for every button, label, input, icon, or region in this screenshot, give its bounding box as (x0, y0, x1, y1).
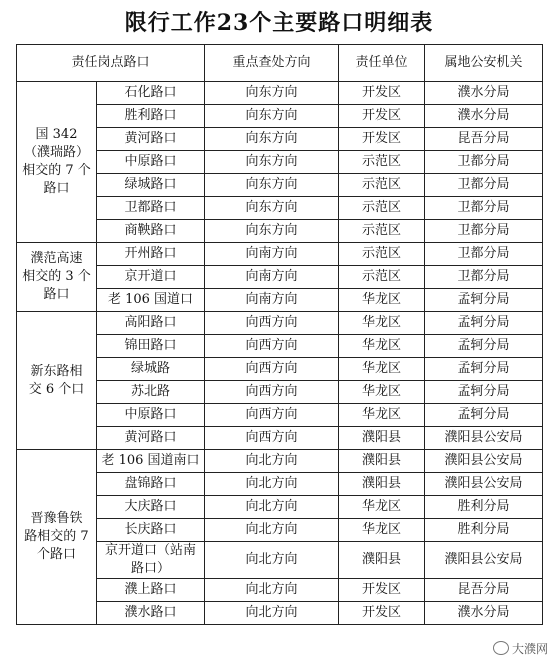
unit-cell: 华龙区 (339, 312, 425, 335)
unit-cell: 濮阳县 (339, 542, 425, 579)
watermark-text: 大濮网 (511, 642, 548, 656)
watermark-logo-icon (493, 641, 509, 655)
intersection-cell: 濮上路口 (97, 579, 205, 602)
unit-cell: 开发区 (339, 105, 425, 128)
table-row (17, 312, 543, 335)
watermark (493, 640, 548, 657)
unit-cell: 华龙区 (339, 519, 425, 542)
unit-cell: 示范区 (339, 266, 425, 289)
unit-cell: 开发区 (339, 602, 425, 625)
intersection-table (16, 44, 543, 625)
police-cell: 卫都分局 (425, 151, 543, 174)
direction-cell: 向西方向 (205, 335, 339, 358)
unit-cell: 华龙区 (339, 496, 425, 519)
direction-cell: 向北方向 (205, 519, 339, 542)
unit-cell: 华龙区 (339, 335, 425, 358)
police-cell: 濮阳县公安局 (425, 542, 543, 579)
unit-cell: 濮阳县 (339, 427, 425, 450)
direction-cell: 向东方向 (205, 197, 339, 220)
police-cell: 濮水分局 (425, 82, 543, 105)
unit-cell: 示范区 (339, 151, 425, 174)
police-cell: 昆吾分局 (425, 579, 543, 602)
intersection-cell: 锦田路口 (97, 335, 205, 358)
group-label: 新东路相 交 6 个口 (17, 312, 97, 450)
intersection-cell: 老 106 国道口 (97, 289, 205, 312)
police-cell: 卫都分局 (425, 220, 543, 243)
intersection-cell: 黄河路口 (97, 427, 205, 450)
page-title: 限行工作23个主要路口明细表 (124, 10, 434, 36)
intersection-cell: 高阳路口 (97, 312, 205, 335)
police-cell: 卫都分局 (425, 266, 543, 289)
police-cell: 濮水分局 (425, 105, 543, 128)
direction-cell: 向西方向 (205, 358, 339, 381)
direction-cell: 向东方向 (205, 174, 339, 197)
police-cell: 濮水分局 (425, 602, 543, 625)
direction-cell: 向北方向 (205, 450, 339, 473)
intersection-cell: 黄河路口 (97, 128, 205, 151)
unit-cell: 濮阳县 (339, 473, 425, 496)
unit-cell: 开发区 (339, 82, 425, 105)
police-cell: 濮阳县公安局 (425, 450, 543, 473)
group-label: 濮范高速 相交的 3 个 路口 (17, 243, 97, 312)
police-cell: 胜利分局 (425, 519, 543, 542)
police-cell: 孟轲分局 (425, 289, 543, 312)
direction-cell: 向西方向 (205, 427, 339, 450)
direction-cell: 向西方向 (205, 404, 339, 427)
intersection-cell: 京开道口（站南 路口） (97, 542, 205, 579)
intersection-cell: 大庆路口 (97, 496, 205, 519)
direction-cell: 向北方向 (205, 473, 339, 496)
intersection-cell: 开州路口 (97, 243, 205, 266)
direction-cell: 向西方向 (205, 381, 339, 404)
police-cell: 卫都分局 (425, 243, 543, 266)
unit-cell: 华龙区 (339, 289, 425, 312)
header-intersection: 责任岗点路口 (17, 45, 205, 82)
unit-cell: 示范区 (339, 174, 425, 197)
police-cell: 昆吾分局 (425, 128, 543, 151)
police-cell: 濮阳县公安局 (425, 473, 543, 496)
intersection-cell: 长庆路口 (97, 519, 205, 542)
direction-cell: 向东方向 (205, 128, 339, 151)
intersection-cell: 卫都路口 (97, 197, 205, 220)
unit-cell: 开发区 (339, 128, 425, 151)
police-cell: 胜利分局 (425, 496, 543, 519)
intersection-cell: 盘锦路口 (97, 473, 205, 496)
unit-cell: 开发区 (339, 579, 425, 602)
unit-cell: 示范区 (339, 243, 425, 266)
direction-cell: 向北方向 (205, 496, 339, 519)
intersection-cell: 石化路口 (97, 82, 205, 105)
unit-cell: 示范区 (339, 197, 425, 220)
direction-cell: 向北方向 (205, 602, 339, 625)
police-cell: 卫都分局 (425, 174, 543, 197)
direction-cell: 向南方向 (205, 266, 339, 289)
police-cell: 濮阳县公安局 (425, 427, 543, 450)
unit-cell: 华龙区 (339, 404, 425, 427)
police-cell: 孟轲分局 (425, 335, 543, 358)
unit-cell: 示范区 (339, 220, 425, 243)
table-row (17, 82, 543, 105)
intersection-cell: 中原路口 (97, 404, 205, 427)
police-cell: 孟轲分局 (425, 404, 543, 427)
intersection-cell: 苏北路 (97, 381, 205, 404)
intersection-cell: 胜利路口 (97, 105, 205, 128)
header-police: 属地公安机关 (425, 45, 543, 82)
police-cell: 孟轲分局 (425, 381, 543, 404)
direction-cell: 向南方向 (205, 289, 339, 312)
intersection-cell: 绿城路口 (97, 174, 205, 197)
group-label: 晋豫鲁铁 路相交的 7 个路口 (17, 450, 97, 625)
direction-cell: 向东方向 (205, 82, 339, 105)
header-direction: 重点查处方向 (205, 45, 339, 82)
table-header-row (17, 45, 543, 82)
police-cell: 孟轲分局 (425, 358, 543, 381)
police-cell: 卫都分局 (425, 197, 543, 220)
police-cell: 孟轲分局 (425, 312, 543, 335)
intersection-cell: 濮水路口 (97, 602, 205, 625)
direction-cell: 向北方向 (205, 542, 339, 579)
intersection-cell: 商鞅路口 (97, 220, 205, 243)
direction-cell: 向东方向 (205, 105, 339, 128)
unit-cell: 华龙区 (339, 358, 425, 381)
intersection-cell: 老 106 国道南口 (97, 450, 205, 473)
direction-cell: 向南方向 (205, 243, 339, 266)
direction-cell: 向西方向 (205, 312, 339, 335)
intersection-cell: 绿城路 (97, 358, 205, 381)
direction-cell: 向东方向 (205, 220, 339, 243)
intersection-cell: 中原路口 (97, 151, 205, 174)
unit-cell: 濮阳县 (339, 450, 425, 473)
direction-cell: 向东方向 (205, 151, 339, 174)
header-unit: 责任单位 (339, 45, 425, 82)
direction-cell: 向北方向 (205, 579, 339, 602)
table-row (17, 243, 543, 266)
table-row (17, 450, 543, 473)
group-label: 国 342 （濮瑞路） 相交的 7 个 路口 (17, 82, 97, 243)
intersection-cell: 京开道口 (97, 266, 205, 289)
unit-cell: 华龙区 (339, 381, 425, 404)
